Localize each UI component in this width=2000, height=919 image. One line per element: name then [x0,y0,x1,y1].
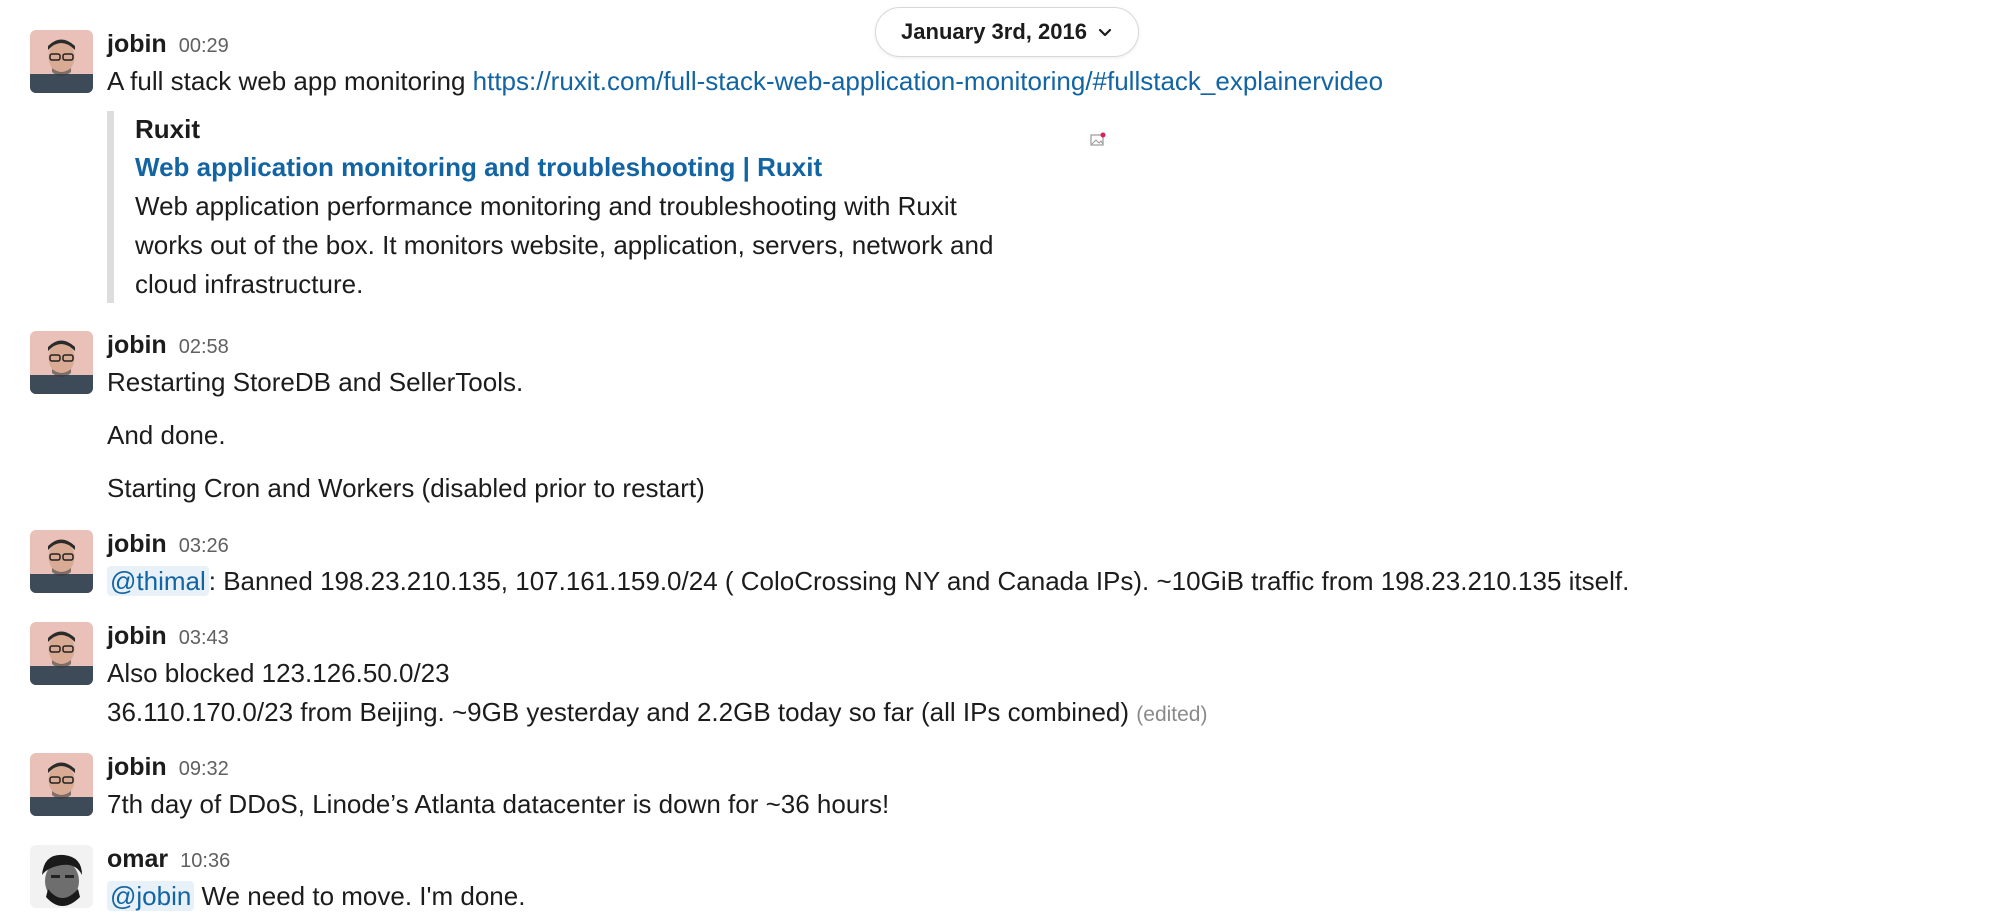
message-text [107,562,1629,601]
user-avatar-icon [30,622,93,685]
username-link[interactable]: omar [107,845,169,873]
username-link[interactable]: jobin [107,530,167,558]
message-link[interactable]: https://ruxit.com/full-stack-web-application-monitoring/#fullstack_explainervideo [472,66,1384,96]
avatar[interactable] [30,845,93,908]
image-placeholder-icon [1090,132,1106,148]
message-text-part: : Banned 198.23.210.135, 107.161.159.0/24 ( ColoCrossing NY and Canada IPs). ~10GiB traffic from 198.23.210.135 itself. [208,566,1630,596]
message-text: And done. [107,420,226,450]
link-preview-attachment [107,111,994,303]
avatar[interactable] [30,530,93,593]
timestamp-link[interactable]: 10:36 [180,850,231,872]
username-link[interactable]: jobin [107,622,167,650]
avatar[interactable] [30,331,93,394]
user-avatar-icon [30,30,93,93]
edited-label: (edited) [1136,703,1208,726]
timestamp-link[interactable]: 09:32 [178,758,229,780]
avatar[interactable] [30,753,93,816]
user-avatar-icon [30,753,93,816]
message-text [107,877,525,916]
timestamp-link[interactable]: 03:43 [178,627,229,649]
message-text-part: 36.110.170.0/23 from Beijing. ~9GB yesterday and 2.2GB today so far (all IPs combined) [107,697,1130,727]
attachment-title-link[interactable]: Web application monitoring and troubleshooting | Ruxit [135,152,823,182]
message-text [107,693,1207,734]
date-divider-label: January 3rd, 2016 [901,19,1087,44]
timestamp-link[interactable]: 02:58 [178,336,229,358]
user-mention[interactable]: @thimal [107,566,209,596]
timestamp-link[interactable]: 03:26 [178,535,229,557]
user-avatar-icon [30,845,93,908]
username-link[interactable]: jobin [107,30,167,58]
message-text [107,62,1383,101]
message-text-part: A full stack web app monitoring [107,66,473,96]
avatar[interactable] [30,622,93,685]
timestamp-link[interactable]: 00:29 [178,35,229,57]
username-link[interactable]: jobin [107,753,167,781]
message-text: Also blocked 123.126.50.0/23 [107,658,450,688]
message-text: 7th day of DDoS, Linode’s Atlanta datacenter is down for ~36 hours! [107,789,890,819]
attachment-source: Ruxit [135,114,200,144]
message-text-part: We need to move. I'm done. [194,881,526,911]
username-link[interactable]: jobin [107,331,167,359]
user-mention[interactable]: @jobin [107,881,194,911]
message-text: Restarting StoreDB and SellerTools. [107,367,524,397]
message-text: Starting Cron and Workers (disabled prior to restart) [107,473,705,503]
user-avatar-icon [30,530,93,593]
attachment-description: Web application performance monitoring and troubleshooting with Ruxit works out of the box. It monitors website, application, servers, network and cloud infrastructure. [135,191,994,299]
user-avatar-icon [30,331,93,394]
avatar[interactable] [30,30,93,93]
